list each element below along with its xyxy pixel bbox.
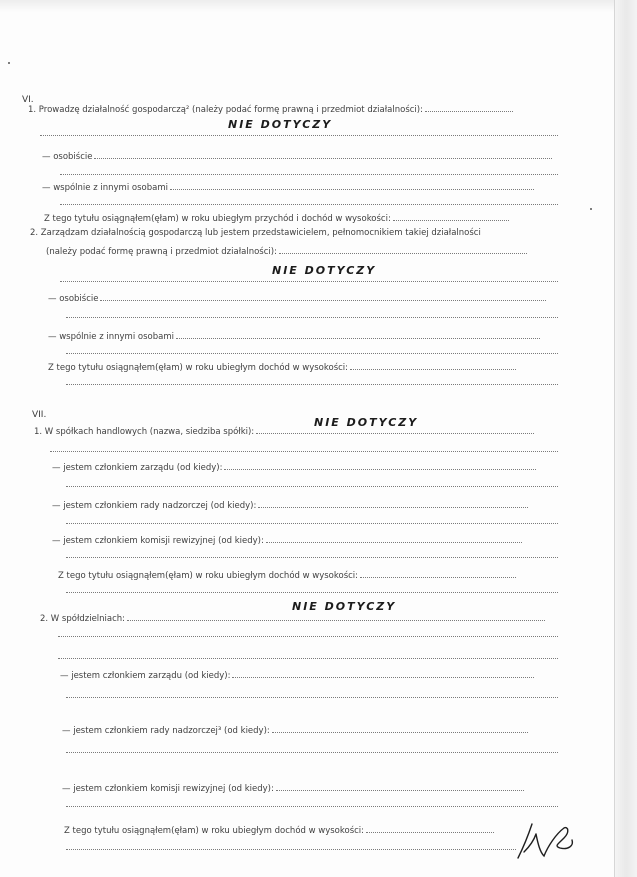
answer-line	[66, 752, 558, 753]
answer-line	[58, 658, 558, 659]
vi-item2-answer: NIE DOTYCZY	[272, 264, 377, 277]
vi-item1-personally: — osobiście	[42, 150, 552, 163]
answer-line	[60, 281, 558, 282]
vii-item2-text: 2. W spółdzielniach:	[40, 612, 545, 625]
answer-line	[66, 353, 558, 354]
vii-item2-board: — jestem członkiem zarządu (od kiedy):	[60, 669, 534, 682]
vi-item2-text-a: 2. Zarządzam działalnością gospodarczą lub jestem przedstawicielem, pełnomocnikiem takiej działalności	[30, 228, 481, 238]
vi-item1-income: Z tego tytułu osiągnąłem(ęłam) w roku ubiegłym przychód i dochód w wysokości:	[44, 212, 509, 225]
answer-line	[66, 806, 558, 807]
vii-item1-answer: NIE DOTYCZY	[314, 416, 419, 429]
vii-item1-audit: — jestem członkiem komisji rewizyjnej (od kiedy):	[52, 534, 522, 547]
answer-line	[58, 636, 558, 637]
scan-speck	[8, 62, 10, 64]
vii-item1-income: Z tego tytułu osiągnąłem(ęłam) w roku ubiegłym dochód w wysokości:	[58, 569, 516, 582]
answer-line	[60, 174, 558, 175]
answer-line	[60, 204, 558, 205]
answer-line	[40, 135, 558, 136]
section-vi-heading: VI.	[22, 95, 34, 105]
vii-item1-supervisory: — jestem członkiem rady nadzorczej (od kiedy):	[52, 499, 528, 512]
scan-top-shadow	[0, 0, 615, 12]
vi-item1-text: 1. Prowadzę działalność gospodarczą² (należy podać formę prawną i przedmiot działalności):	[28, 103, 513, 116]
vi-item2-text-b: (należy podać formę prawną i przedmiot działalności):	[46, 245, 527, 258]
answer-line	[66, 486, 558, 487]
answer-line	[50, 451, 558, 452]
scan-speck	[590, 208, 592, 210]
handwritten-signature	[514, 816, 580, 864]
answer-line	[66, 317, 558, 318]
vii-item2-income: Z tego tytułu osiągnąłem(ęłam) w roku ubiegłym dochód w wysokości:	[64, 824, 494, 837]
answer-line	[66, 384, 558, 385]
answer-line	[66, 557, 558, 558]
vii-item2-audit: — jestem członkiem komisji rewizyjnej (od kiedy):	[62, 782, 524, 795]
vi-item2-personally: — osobiście	[48, 292, 546, 305]
section-vii-heading: VII.	[32, 410, 47, 420]
vii-item1-text: 1. W spółkach handlowych (nazwa, siedziba spółki):	[34, 425, 534, 438]
answer-line	[66, 697, 558, 698]
vii-item2-answer: NIE DOTYCZY	[292, 600, 397, 613]
vi-item1-answer: NIE DOTYCZY	[228, 118, 333, 131]
answer-line	[66, 849, 516, 850]
vi-item2-jointly: — wspólnie z innymi osobami	[48, 330, 540, 343]
vii-item1-board: — jestem członkiem zarządu (od kiedy):	[52, 461, 536, 474]
answer-line	[66, 523, 558, 524]
vi-item1-jointly: — wspólnie z innymi osobami	[42, 181, 534, 194]
vii-item2-supervisory: — jestem członkiem rady nadzorczej³ (od kiedy):	[62, 724, 528, 737]
answer-line	[66, 592, 558, 593]
scan-right-edge	[614, 0, 637, 877]
vi-item2-income: Z tego tytułu osiągnąłem(ęłam) w roku ubiegłym dochód w wysokości:	[48, 361, 516, 374]
